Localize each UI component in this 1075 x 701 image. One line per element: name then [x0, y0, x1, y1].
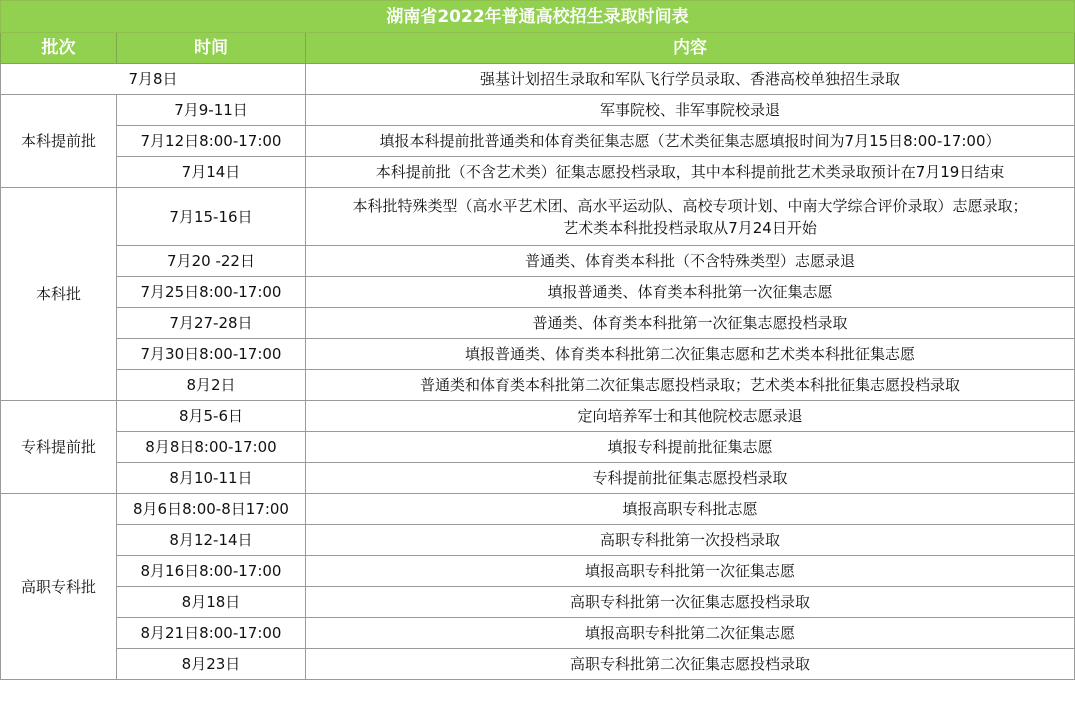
table-row: [1, 157, 1075, 188]
table-row: [1, 308, 1075, 339]
table-row: [1, 525, 1075, 556]
batch-cell: 本科批: [1, 188, 117, 401]
content-cell: 高职专科批第二次征集志愿投档录取: [306, 649, 1075, 680]
content-cell: 普通类和体育类本科批第二次征集志愿投档录取；艺术类本科批征集志愿投档录取: [306, 370, 1075, 401]
header-row: [1, 33, 1075, 64]
table-row: [1, 401, 1075, 432]
table-row: [1, 188, 1075, 246]
table-row: [1, 95, 1075, 126]
time-cell: 8月8日8:00-17:00: [117, 432, 306, 463]
content-cell: 填报专科提前批征集志愿: [306, 432, 1075, 463]
header-time: 时间: [117, 33, 306, 64]
content-cell: 本科提前批（不含艺术类）征集志愿投档录取，其中本科提前批艺术类录取预计在7月19日结束: [306, 157, 1075, 188]
time-cell: 8月2日: [117, 370, 306, 401]
content-cell: 高职专科批第一次征集志愿投档录取: [306, 587, 1075, 618]
batch-cell: 专科提前批: [1, 401, 117, 494]
time-cell: 7月15-16日: [117, 188, 306, 246]
time-cell: 8月23日: [117, 649, 306, 680]
content-line: 本科批特殊类型（高水平艺术团、高水平运动队、高校专项计划、中南大学综合评价录取）志愿录取；: [352, 196, 1028, 215]
time-cell: 7月12日8:00-17:00: [117, 126, 306, 157]
table-row: [1, 494, 1075, 525]
content-cell: 填报高职专科批第二次征集志愿: [306, 618, 1075, 649]
table-row: [1, 64, 1075, 95]
content-cell: 定向培养军士和其他院校志愿录退: [306, 401, 1075, 432]
batch-cell: 高职专科批: [1, 494, 117, 680]
table-row: [1, 339, 1075, 370]
header-content: 内容: [306, 33, 1075, 64]
table-row: [1, 277, 1075, 308]
content-cell: 普通类、体育类本科批第一次征集志愿投档录取: [306, 308, 1075, 339]
title-row: [1, 1, 1075, 33]
time-cell: 8月6日8:00-8日17:00: [117, 494, 306, 525]
content-cell: 填报本科提前批普通类和体育类征集志愿（艺术类征集志愿填报时间为7月15日8:00-17:00）: [306, 126, 1075, 157]
content-cell: 高职专科批第一次投档录取: [306, 525, 1075, 556]
table-row: [1, 246, 1075, 277]
time-cell: 8月16日8:00-17:00: [117, 556, 306, 587]
time-cell: 8月21日8:00-17:00: [117, 618, 306, 649]
time-cell: 7月9-11日: [117, 95, 306, 126]
content-cell: 普通类、体育类本科批（不含特殊类型）志愿录退: [306, 246, 1075, 277]
table-row: [1, 649, 1075, 680]
batch-cell: 本科提前批: [1, 95, 117, 188]
time-cell: 7月8日: [1, 64, 306, 95]
content-cell: 强基计划招生录取和军队飞行学员录取、香港高校单独招生录取: [306, 64, 1075, 95]
content-cell: [306, 188, 1075, 246]
time-cell: 7月30日8:00-17:00: [117, 339, 306, 370]
content-cell: 专科提前批征集志愿投档录取: [306, 463, 1075, 494]
content-cell: 军事院校、非军事院校录退: [306, 95, 1075, 126]
content-cell: 填报高职专科批第一次征集志愿: [306, 556, 1075, 587]
time-cell: 7月14日: [117, 157, 306, 188]
table-row: [1, 587, 1075, 618]
time-cell: 7月20 -22日: [117, 246, 306, 277]
time-cell: 8月12-14日: [117, 525, 306, 556]
table-title: 湖南省2022年普通高校招生录取时间表: [1, 1, 1075, 33]
content-cell: 填报普通类、体育类本科批第二次征集志愿和艺术类本科批征集志愿: [306, 339, 1075, 370]
table-row: [1, 618, 1075, 649]
time-cell: 7月27-28日: [117, 308, 306, 339]
content-cell: 填报普通类、体育类本科批第一次征集志愿: [306, 277, 1075, 308]
content-cell: 填报高职专科批志愿: [306, 494, 1075, 525]
time-cell: 8月5-6日: [117, 401, 306, 432]
table-row: [1, 432, 1075, 463]
time-cell: 7月25日8:00-17:00: [117, 277, 306, 308]
time-cell: 8月10-11日: [117, 463, 306, 494]
table-row: [1, 126, 1075, 157]
time-cell: 8月18日: [117, 587, 306, 618]
header-batch: 批次: [1, 33, 117, 64]
table-row: [1, 556, 1075, 587]
content-line: 艺术类本科批投档录取从7月24日开始: [563, 218, 817, 237]
table-row: [1, 463, 1075, 494]
table-row: [1, 370, 1075, 401]
